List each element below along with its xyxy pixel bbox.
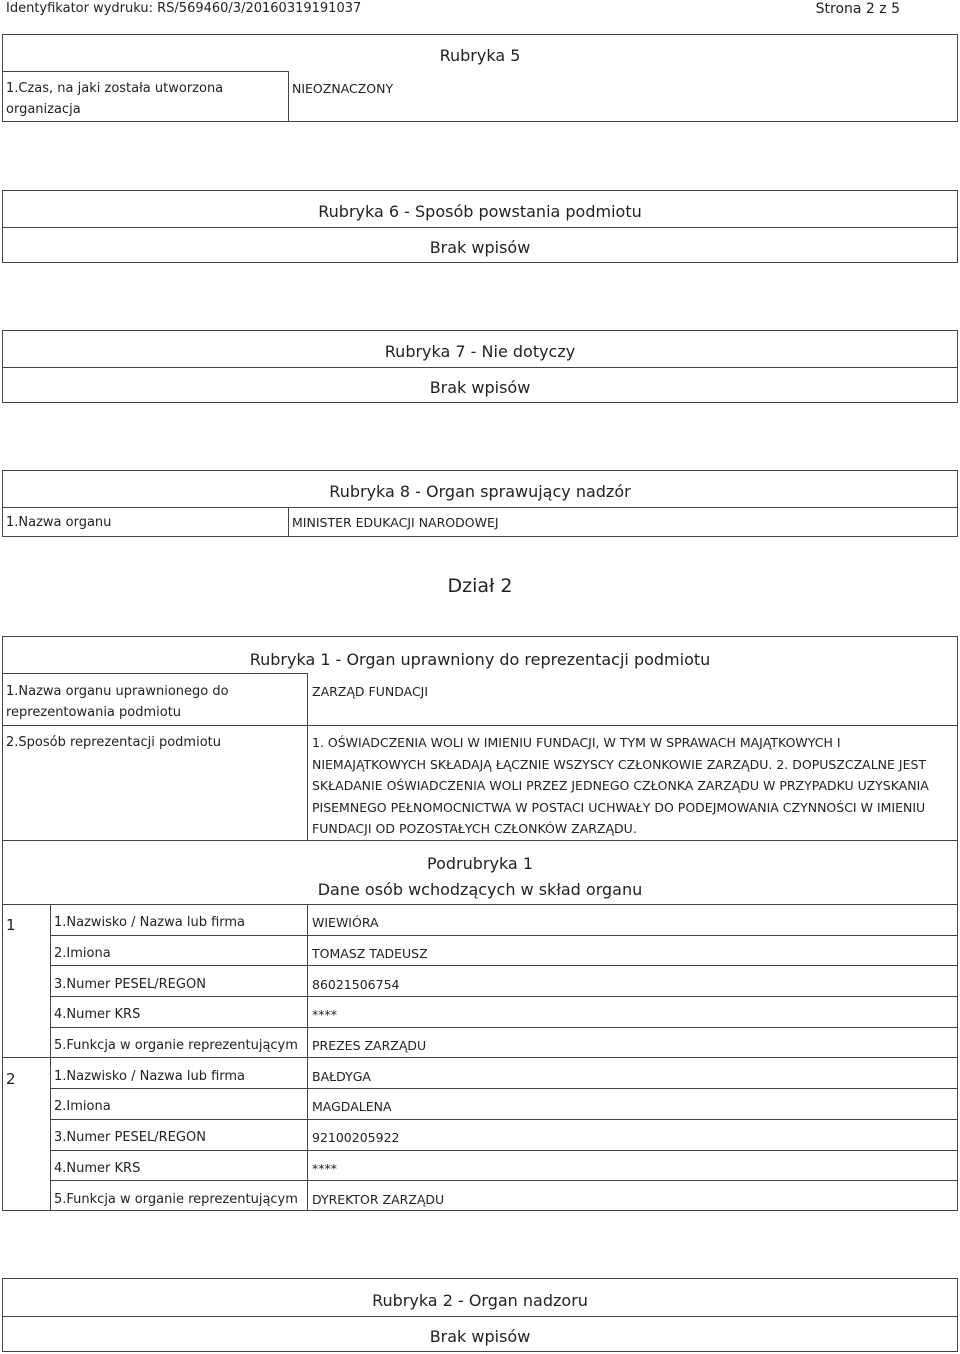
names-value: TOMASZ TADEUSZ [312,946,428,961]
rubryka-1-title: Rubryka 1 - Organ uprawniony do reprezentacji podmiotu [249,650,711,669]
function-value: PREZES ZARZĄDU [312,1038,427,1053]
rubryka-5-field-1-label: 1.Czas, na jaki została utworzona organizacja [6,81,224,117]
podrubryka-title: Podrubryka 1 [427,854,533,873]
rubryka-2-empty: Brak wpisów [429,1327,531,1346]
rubryka-1-field-1-label: 1.Nazwa organu uprawnionego do reprezentowania podmiotu [6,684,229,720]
surname-value: BAŁDYGA [312,1069,371,1084]
krs-label: 4.Numer KRS [54,1161,141,1176]
surname-label: 1.Nazwisko / Nazwa lub firma [54,1069,246,1084]
krs-label: 4.Numer KRS [54,1007,141,1022]
pesel-value: 86021506754 [312,977,400,992]
rubryka-1-field-2-label: 2.Sposób reprezentacji podmiotu [6,735,221,750]
surname-value: WIEWIÓRA [312,915,379,930]
rubryka-1-field-2-value: 1. OŚWIADCZENIA WOLI W IMIENIU FUNDACJI, W TYM W SPRAWACH MAJĄTKOWYCH I NIEMAJĄTKOWYCH SKŁADAJĄ ŁĄCZNIE WSZYSCY CZŁONKOWIE ZARZĄDU. 2. DOPUSZCZALNE JEST SKŁADANIE OŚWIADCZENIA WOLI PRZEZ JEDNEGO CZŁONKA ZARZĄDU W PRZYPADKU UZYSKANIA PISEMNEGO PEŁNOMOCNICTWA W POSTACI UCHWAŁY DO PODEJMOWANIA CZYNNOŚCI W IMIENIU FUNDACJI OD POZOSTAŁYCH CZŁONKÓW ZARZĄDU. [312,735,929,836]
rubryka-8-field-1-value: MINISTER EDUKACJI NARODOWEJ [292,515,499,530]
person-number: 2 [6,1070,16,1088]
pesel-value: 92100205922 [312,1130,400,1145]
pesel-label: 3.Numer PESEL/REGON [54,977,206,992]
rubryka-7-empty: Brak wpisów [429,378,531,397]
names-label: 2.Imiona [54,946,111,961]
rubryka-2-title: Rubryka 2 - Organ nadzoru [372,1291,588,1310]
rubryka-6-empty: Brak wpisów [429,238,531,257]
rubryka-8-title: Rubryka 8 - Organ sprawujący nadzór [329,482,631,501]
surname-label: 1.Nazwisko / Nazwa lub firma [54,915,246,930]
person-number: 1 [6,916,16,934]
function-label: 5.Funkcja w organie reprezentującym [54,1192,298,1207]
krs-value: **** [312,1007,337,1022]
rubryka-5-field-1-value: NIEOZNACZONY [292,81,394,96]
rubryka-7-title: Rubryka 7 - Nie dotyczy [384,342,576,361]
rubryka-6-title: Rubryka 6 - Sposób powstania podmiotu [318,202,642,221]
function-value: DYREKTOR ZARZĄDU [312,1192,445,1207]
print-identifier: Identyfikator wydruku: RS/569460/3/20160319191037 [6,1,362,16]
pesel-label: 3.Numer PESEL/REGON [54,1130,206,1145]
names-label: 2.Imiona [54,1099,111,1114]
page-number: Strona 2 z 5 [815,1,900,17]
krs-value: **** [312,1161,337,1176]
rubryka-8-field-1-label: 1.Nazwa organu [6,515,112,530]
function-label: 5.Funkcja w organie reprezentującym [54,1038,298,1053]
names-value: MAGDALENA [312,1099,392,1114]
rubryka-5-title: Rubryka 5 [439,46,521,65]
dzial-title: Dział 2 [447,575,513,597]
podrubryka-subtitle: Dane osób wchodzących w skład organu [317,880,643,899]
rubryka-1-field-1-value: ZARZĄD FUNDACJI [312,684,429,699]
